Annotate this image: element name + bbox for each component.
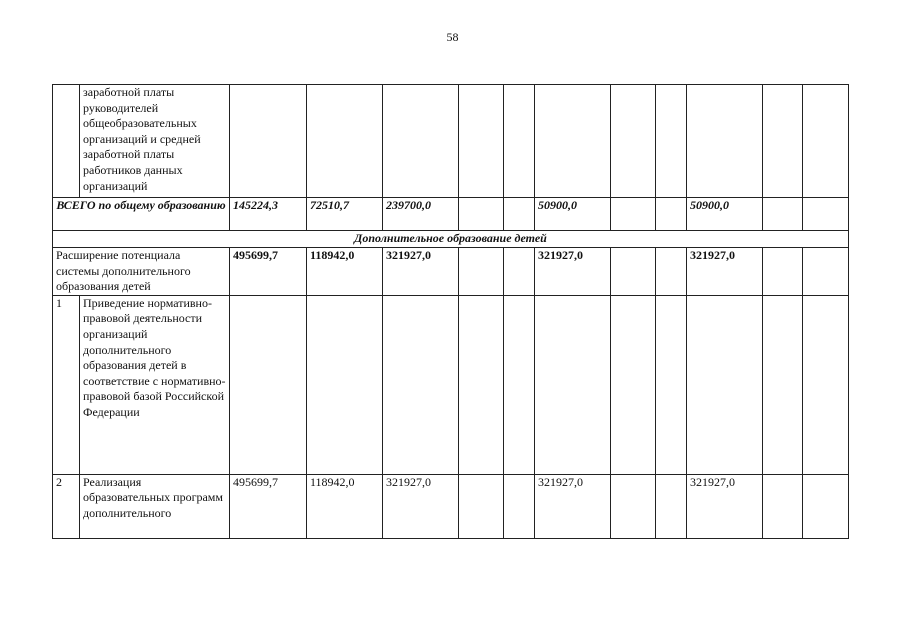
expansion-value-2: 118942,0 — [307, 248, 383, 296]
table-row — [53, 231, 849, 248]
table-row — [53, 248, 849, 296]
total-label: ВСЕГО по общему образованию — [53, 198, 230, 231]
page-number: 58 — [446, 30, 459, 44]
item2-value-4: 321927,0 — [535, 474, 611, 538]
total-value-2: 72510,7 — [307, 198, 383, 231]
budget-table — [52, 84, 849, 539]
total-value-5: 50900,0 — [687, 198, 763, 231]
item-name: Реализация образовательных программ дополнительного — [80, 474, 230, 538]
expansion-value-4: 321927,0 — [535, 248, 611, 296]
expansion-value-1: 495699,7 — [230, 248, 307, 296]
continuation-name-cell: заработной платы руководителей общеобразовательных организаций и средней заработной платы работников данных организаций — [80, 85, 230, 198]
section-title: Дополнительное образование детей — [53, 231, 849, 248]
item2-value-1: 495699,7 — [230, 474, 307, 538]
table-row — [53, 295, 849, 474]
item-name: Приведение нормативно-правовой деятельности организаций дополнительного образования детей в соответствие с нормативно-правовой базой Российской Федерации — [80, 295, 230, 474]
expansion-label: Расширение потенциала системы дополнительного образования детей — [53, 248, 230, 296]
item-number: 2 — [53, 474, 80, 538]
item-number: 1 — [53, 295, 80, 474]
item2-value-5: 321927,0 — [687, 474, 763, 538]
table-row — [53, 474, 849, 538]
item2-value-2: 118942,0 — [307, 474, 383, 538]
table-row — [53, 198, 849, 231]
expansion-value-5: 321927,0 — [687, 248, 763, 296]
total-value-1: 145224,3 — [230, 198, 307, 231]
total-value-4: 50900,0 — [535, 198, 611, 231]
expansion-value-3: 321927,0 — [383, 248, 459, 296]
total-value-3: 239700,0 — [383, 198, 459, 231]
item2-value-3: 321927,0 — [383, 474, 459, 538]
table-row — [53, 85, 849, 198]
